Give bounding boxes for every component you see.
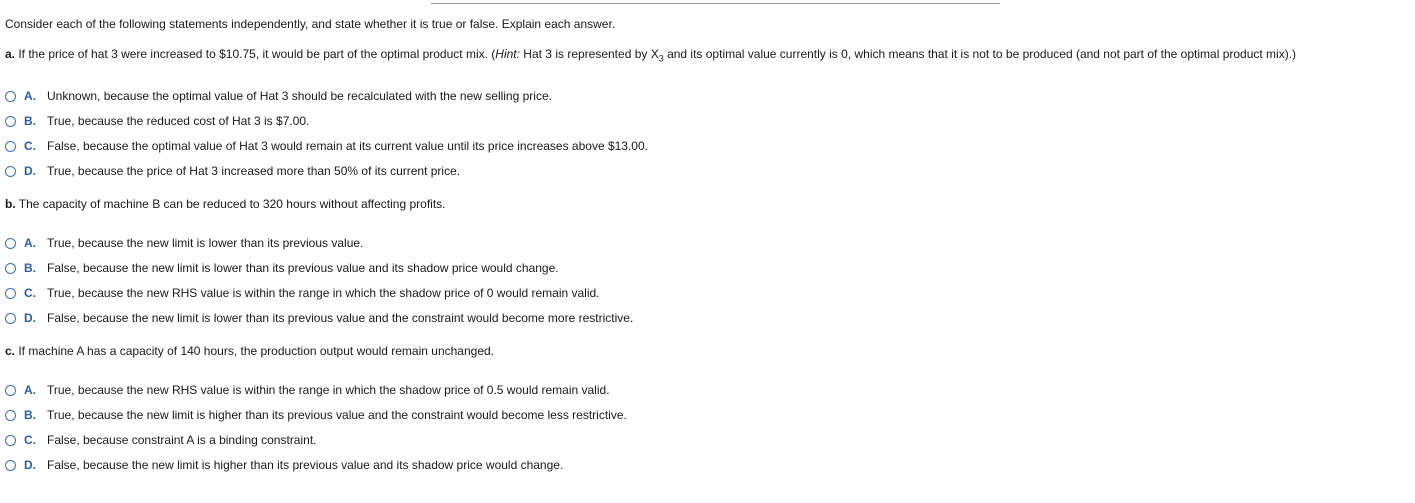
option-letter: A.: [24, 89, 36, 103]
option-text: False, because the new limit is higher than its previous value and its shadow price would change.: [47, 458, 564, 472]
hint-text-1: Hat 3 is represented by X: [519, 47, 659, 61]
radio-unselected-icon[interactable]: [5, 141, 16, 152]
instructions-text: Consider each of the following statements independently, and state whether it is true or false. Explain each answer.: [5, 17, 616, 31]
question-c-option-c[interactable]: [5, 433, 317, 447]
option-letter: D.: [24, 458, 36, 472]
option-text: False, because the optimal value of Hat 3 would remain at its current value until its price increases above $13.00.: [47, 139, 648, 153]
question-b-label: b.: [5, 197, 16, 211]
radio-unselected-icon[interactable]: [5, 116, 16, 127]
question-c-option-d[interactable]: [5, 458, 563, 472]
option-text: False, because the new limit is lower than its previous value and the constraint would become more restrictive.: [47, 311, 634, 325]
question-a-option-b[interactable]: [5, 114, 309, 128]
option-letter: B.: [24, 114, 36, 128]
radio-unselected-icon[interactable]: [5, 460, 16, 471]
option-text: False, because constraint A is a binding constraint.: [47, 433, 317, 447]
radio-unselected-icon[interactable]: [5, 166, 16, 177]
question-c-label: c.: [5, 344, 16, 358]
option-letter: B.: [24, 261, 36, 275]
question-a-text: If the price of hat 3 were increased to $10.75, it would be part of the optimal product mix. (: [15, 47, 496, 61]
question-b-text: The capacity of machine B can be reduced to 320 hours without affecting profits.: [15, 197, 446, 211]
question-c-option-a[interactable]: [5, 383, 610, 397]
option-text: True, because the price of Hat 3 increased more than 50% of its current price.: [47, 164, 461, 178]
question-a-label: a.: [5, 47, 16, 61]
question-c: [5, 344, 494, 358]
radio-unselected-icon[interactable]: [5, 435, 16, 446]
hint-label: Hint:: [495, 47, 520, 61]
hint-text-2: and its optimal value currently is 0, which means that it is not to be produced (and not part of the optimal product mix).): [663, 47, 1297, 61]
option-text: True, because the new limit is lower than its previous value.: [47, 236, 364, 250]
option-letter: C.: [24, 433, 36, 447]
question-b-option-a[interactable]: [5, 236, 363, 250]
question-a-option-d[interactable]: [5, 164, 460, 178]
option-text: False, because the new limit is lower than its previous value and its shadow price would change.: [47, 261, 559, 275]
radio-unselected-icon[interactable]: [5, 385, 16, 396]
option-letter: D.: [24, 164, 36, 178]
question-c-option-b[interactable]: [5, 408, 627, 422]
radio-unselected-icon[interactable]: [5, 238, 16, 249]
radio-unselected-icon[interactable]: [5, 410, 16, 421]
hint-subscript: 3: [658, 53, 664, 64]
option-letter: C.: [24, 286, 36, 300]
question-c-text: If machine A has a capacity of 140 hours, the production output would remain unchanged.: [15, 344, 494, 358]
option-letter: C.: [24, 139, 36, 153]
question-a-option-a[interactable]: [5, 89, 552, 103]
option-text: True, because the reduced cost of Hat 3 is $7.00.: [47, 114, 310, 128]
option-text: True, because the new limit is higher than its previous value and the constraint would become less restrictive.: [47, 408, 627, 422]
radio-unselected-icon[interactable]: [5, 288, 16, 299]
radio-unselected-icon[interactable]: [5, 313, 16, 324]
question-b-option-b[interactable]: [5, 261, 559, 275]
option-letter: A.: [24, 383, 36, 397]
question-a-option-c[interactable]: [5, 139, 648, 153]
option-letter: A.: [24, 236, 36, 250]
option-letter: B.: [24, 408, 36, 422]
question-b-option-c[interactable]: [5, 286, 600, 300]
radio-unselected-icon[interactable]: [5, 91, 16, 102]
question-b-option-d[interactable]: [5, 311, 633, 325]
option-letter: D.: [24, 311, 36, 325]
top-divider: [431, 3, 1000, 4]
question-b: [5, 197, 446, 211]
question-a: [5, 47, 1297, 64]
option-text: True, because the new RHS value is within the range in which the shadow price of 0 would remain valid.: [47, 286, 600, 300]
option-text: True, because the new RHS value is within the range in which the shadow price of 0.5 would remain valid.: [47, 383, 610, 397]
option-text: Unknown, because the optimal value of Hat 3 should be recalculated with the new selling price.: [47, 89, 552, 103]
radio-unselected-icon[interactable]: [5, 263, 16, 274]
